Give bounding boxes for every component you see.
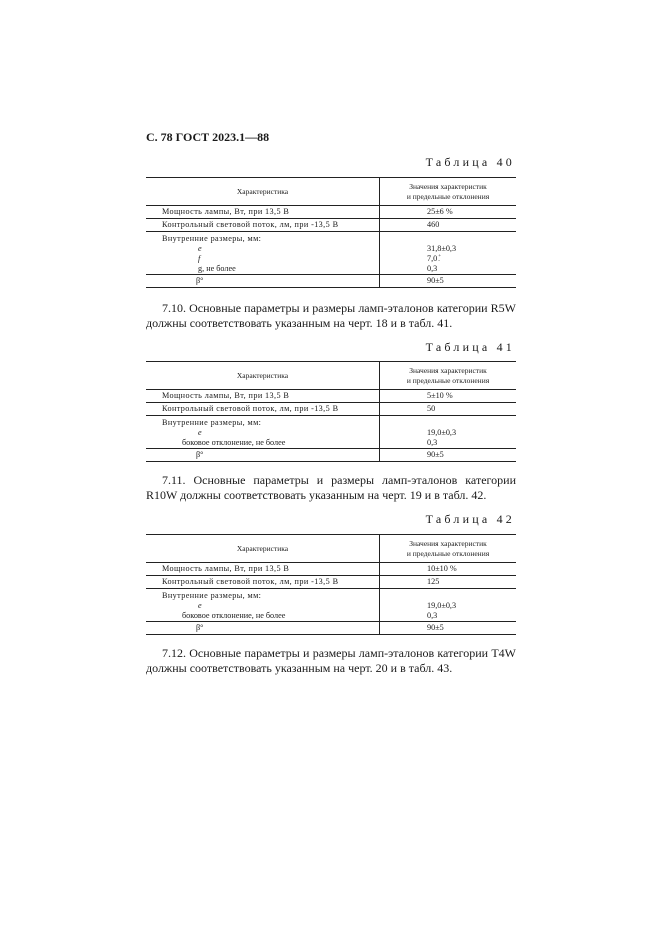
table-41-label: Таблица 41 — [425, 340, 515, 354]
column-header-values: Значения характеристик и предельные отклонения — [380, 535, 517, 563]
table-40 — [146, 177, 516, 288]
table-42-label: Таблица 42 — [425, 512, 515, 526]
paragraph-7-12: 7.12. Основные параметры и размеры ламп-эталонов категории T4W должны соответствовать указанным на черт. 20 и в табл. 43. — [146, 646, 516, 675]
row-label: e — [198, 244, 202, 253]
row-label: Внутренние размеры, мм: — [162, 591, 262, 600]
page-header: С. 78 ГОСТ 2023.1—88 — [146, 130, 270, 144]
row-value: 0,3 — [427, 611, 438, 620]
row-label: β° — [196, 450, 204, 459]
row-value: 50 — [380, 403, 517, 416]
table-row — [146, 622, 516, 635]
row-value: 19,0±0,3 — [427, 601, 457, 610]
row-label: Внутренние размеры, мм: — [162, 418, 262, 427]
table-row — [146, 576, 516, 589]
row-label: Контрольный световой поток, лм, при -13,5 В — [162, 404, 339, 413]
column-header-characteristic: Характеристика — [146, 178, 380, 206]
table-row — [146, 589, 516, 622]
table-row — [146, 403, 516, 416]
row-label: Внутренние размеры, мм: — [162, 234, 262, 243]
row-value: 7,0 + - — [427, 254, 442, 265]
row-value: 5±10 % — [380, 390, 517, 403]
row-label: e — [198, 428, 202, 437]
row-value: 0,3 — [427, 264, 438, 274]
table-row — [146, 449, 516, 462]
row-value: 90±5 — [380, 622, 517, 635]
row-value: 0,3 — [427, 438, 438, 447]
row-value: 31,8±0,3 — [427, 244, 457, 253]
row-label: Мощность лампы, Вт, при 13,5 В — [162, 564, 290, 573]
row-value: 10±10 % — [380, 563, 517, 576]
table-row — [146, 275, 516, 288]
table-row — [146, 416, 516, 449]
paragraph-7-10: 7.10. Основные параметры и размеры ламп-эталонов категории R5W должны соответствовать указанным на черт. 18 и в табл. 41. — [146, 301, 516, 330]
row-value: 125 — [380, 576, 517, 589]
table-row — [146, 232, 516, 275]
column-header-characteristic: Характеристика — [146, 535, 380, 563]
row-value: 19,0±0,3 — [427, 428, 457, 437]
row-label: g, не более — [198, 264, 236, 273]
row-label: β° — [196, 623, 204, 632]
row-label: Контрольный световой поток, лм, при -13,5 В — [162, 577, 339, 586]
row-label: Мощность лампы, Вт, при 13,5 В — [162, 207, 290, 216]
row-value: 25±6 % — [380, 206, 517, 219]
row-label: боковое отклонение, не более — [182, 438, 286, 447]
row-label: f — [198, 254, 201, 263]
table-row — [146, 206, 516, 219]
row-value: 90±5 — [380, 275, 517, 288]
row-value: 460 — [380, 219, 517, 232]
table-row — [146, 563, 516, 576]
table-42 — [146, 534, 516, 635]
table-41 — [146, 361, 516, 462]
row-value: 90±5 — [380, 449, 517, 462]
row-label: Мощность лампы, Вт, при 13,5 В — [162, 391, 290, 400]
row-label: Контрольный световой поток, лм, при -13,5 В — [162, 220, 339, 229]
column-header-values: Значения характеристик и предельные отклонения — [380, 362, 517, 390]
table-row — [146, 219, 516, 232]
row-label: боковое отклонение, не более — [182, 611, 286, 620]
row-label: β° — [196, 276, 204, 286]
row-label: e — [198, 601, 202, 610]
column-header-characteristic: Характеристика — [146, 362, 380, 390]
column-header-values: Значения характеристик и предельные отклонения — [380, 178, 517, 206]
table-40-label: Таблица 40 — [425, 155, 515, 169]
table-row — [146, 390, 516, 403]
paragraph-7-11: 7.11. Основные параметры и размеры ламп-эталонов категории R10W должны соответствовать указанным на черт. 19 и в табл. 42. — [146, 473, 516, 502]
